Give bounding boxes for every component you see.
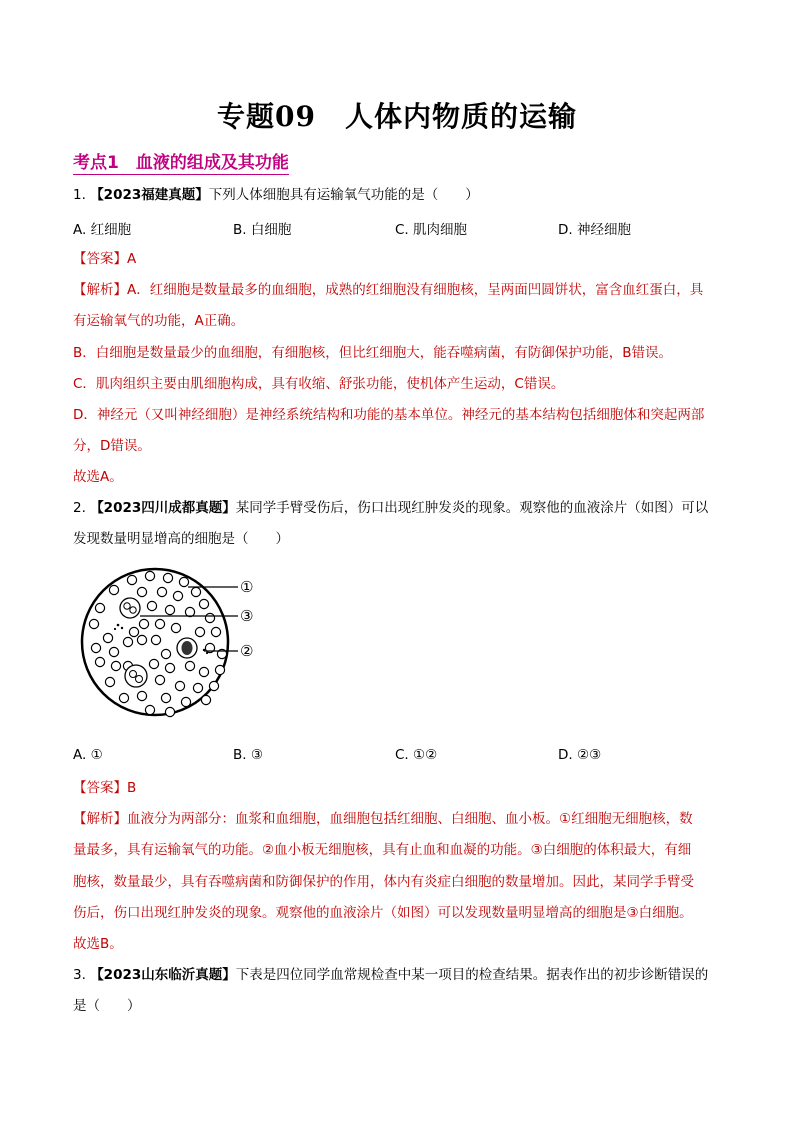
- red-blood-cell: [201, 695, 210, 704]
- red-blood-cell: [165, 663, 174, 672]
- red-blood-cell: [191, 587, 200, 596]
- analysis-1-line-6: 分，D错误。: [73, 438, 151, 454]
- analysis-1-line-1: [73, 281, 703, 299]
- label-2: ②: [240, 642, 254, 660]
- question-text: 某同学手臂受伤后，伤口出现红肿发炎的现象。观察他的血液涂片（如图）可以: [235, 500, 709, 516]
- red-blood-cell: [137, 691, 146, 700]
- red-blood-cell: [139, 619, 148, 628]
- analysis-1-line-7: 故选A。: [73, 469, 123, 485]
- question-text: 下列人体细胞具有运输氧气功能的是（ ）: [208, 187, 479, 203]
- red-blood-cell: [95, 657, 104, 666]
- section-heading: 考点1 血液的组成及其功能: [73, 148, 289, 175]
- analysis-1-line-4: C．肌肉组织主要由肌细胞构成，具有收缩、舒张功能，使机体产生运动，C错误。: [73, 376, 565, 392]
- question-3-line-2: 是（ ）: [73, 998, 141, 1014]
- option-c: C. ①②: [395, 747, 438, 763]
- analysis-text: 血液分为两部分：血浆和血细胞，血细胞包括红细胞、白细胞、血小板。①红细胞无细胞核，数: [127, 811, 693, 827]
- blood-smear-diagram: [70, 562, 290, 727]
- answer-1: [73, 250, 136, 268]
- option-b: B. ③: [233, 747, 263, 763]
- red-blood-cell: [193, 683, 202, 692]
- red-blood-cell: [145, 705, 154, 714]
- question-3: [73, 966, 708, 984]
- red-blood-cell: [215, 665, 224, 674]
- red-blood-cell: [171, 623, 180, 632]
- red-blood-cell: [137, 635, 146, 644]
- red-blood-cell: [155, 619, 164, 628]
- red-blood-cell: [111, 661, 120, 670]
- red-blood-cell: [147, 601, 156, 610]
- red-blood-cell: [165, 707, 174, 716]
- red-blood-cell: [185, 661, 194, 670]
- red-blood-cell: [173, 591, 182, 600]
- analysis-1-line-2: 有运输氧气的功能，A正确。: [73, 313, 245, 329]
- red-blood-cell: [103, 633, 112, 642]
- question-number: 3.: [73, 967, 86, 983]
- analysis-tag: 【解析】: [73, 282, 127, 298]
- question-source: 【2023四川成都真题】: [90, 500, 236, 516]
- analysis-2-line-3: 胞核，数量最少，具有吞噬病菌和防御保护的作用，体内有炎症白细胞的数量增加。因此，某同学手臂受: [73, 874, 694, 890]
- red-blood-cell: [211, 627, 220, 636]
- red-blood-cell: [151, 635, 160, 644]
- red-blood-cell: [185, 607, 194, 616]
- red-blood-cell: [127, 575, 136, 584]
- option-a: A. ①: [73, 747, 103, 763]
- option-d: D. ②③: [558, 747, 602, 763]
- answer-value: A: [127, 251, 137, 267]
- red-blood-cell: [89, 619, 98, 628]
- red-blood-cell: [181, 697, 190, 706]
- red-blood-cell: [155, 675, 164, 684]
- question-number: 2.: [73, 500, 86, 516]
- red-blood-cell: [209, 681, 218, 690]
- analysis-text: A．红细胞是数量最多的血细胞，成熟的红细胞没有细胞核，呈两面凹圆饼状，富含血红蛋白，具: [127, 282, 704, 298]
- label-3: ③: [240, 607, 254, 625]
- red-blood-cell: [105, 677, 114, 686]
- red-blood-cell: [157, 587, 166, 596]
- option-d: D. 神经细胞: [558, 222, 631, 238]
- white-blood-cell: [177, 638, 197, 658]
- red-blood-cell: [109, 585, 118, 594]
- red-blood-cell: [145, 571, 154, 580]
- red-blood-cell: [179, 577, 188, 586]
- red-blood-cell: [161, 649, 170, 658]
- red-blood-cell: [199, 599, 208, 608]
- red-blood-cell: [163, 573, 172, 582]
- question-number: 1.: [73, 187, 86, 203]
- analysis-1-line-3: B．白细胞是数量最少的血细胞，有细胞核，但比红细胞大，能吞噬病菌，有防御保护功能，B错误。: [73, 345, 673, 361]
- red-blood-cell: [109, 647, 118, 656]
- white-blood-cell: [125, 665, 147, 687]
- red-blood-cell: [165, 605, 174, 614]
- red-blood-cell: [119, 693, 128, 702]
- red-blood-cell: [95, 603, 104, 612]
- question-source: 【2023山东临沂真题】: [90, 967, 236, 983]
- analysis-2-line-1: [73, 810, 693, 828]
- analysis-2-line-4: 伤后，伤口出现红肿发炎的现象。观察他的血液涂片（如图）可以发现数量明显增高的细胞是③白细胞。: [73, 905, 693, 921]
- option-b: B. 白细胞: [233, 222, 292, 238]
- question-text: 下表是四位同学血常规检查中某一项目的检查结果。据表作出的初步诊断错误的: [235, 967, 709, 983]
- answer-tag: 【答案】: [73, 251, 127, 267]
- red-blood-cell: [195, 627, 204, 636]
- red-blood-cell: [175, 681, 184, 690]
- question-source: 【2023福建真题】: [90, 187, 209, 203]
- analysis-1-line-5: D．神经元（又叫神经细胞）是神经系统结构和功能的基本单位。神经元的基本结构包括细胞体和突起两部: [73, 407, 705, 423]
- analysis-2-line-2: 量最多，具有运输氧气的功能。②血小板无细胞核，具有止血和血凝的功能。③白细胞的体积最大，有细: [73, 842, 692, 858]
- red-blood-cell: [129, 627, 138, 636]
- option-c: C. 肌肉细胞: [395, 222, 468, 238]
- red-blood-cell: [149, 659, 158, 668]
- question-2: [73, 499, 708, 517]
- answer-tag: 【答案】: [73, 780, 127, 796]
- white-blood-cell: [120, 598, 140, 618]
- analysis-tag: 【解析】: [73, 811, 127, 827]
- red-blood-cell: [205, 613, 214, 622]
- answer-value: B: [127, 780, 137, 796]
- red-blood-cell: [123, 637, 132, 646]
- answer-2: [73, 779, 136, 797]
- red-blood-cell: [199, 667, 208, 676]
- option-a: A. 红细胞: [73, 222, 132, 238]
- page-title: 专题09 人体内物质的运输: [217, 100, 577, 133]
- red-blood-cell: [137, 587, 146, 596]
- question-1: [73, 186, 479, 204]
- label-1: ①: [240, 578, 254, 596]
- red-blood-cell: [161, 693, 170, 702]
- analysis-2-line-5: 故选B。: [73, 936, 123, 952]
- red-blood-cell: [91, 643, 100, 652]
- question-2-line-2: 发现数量明显增高的细胞是（ ）: [73, 531, 289, 547]
